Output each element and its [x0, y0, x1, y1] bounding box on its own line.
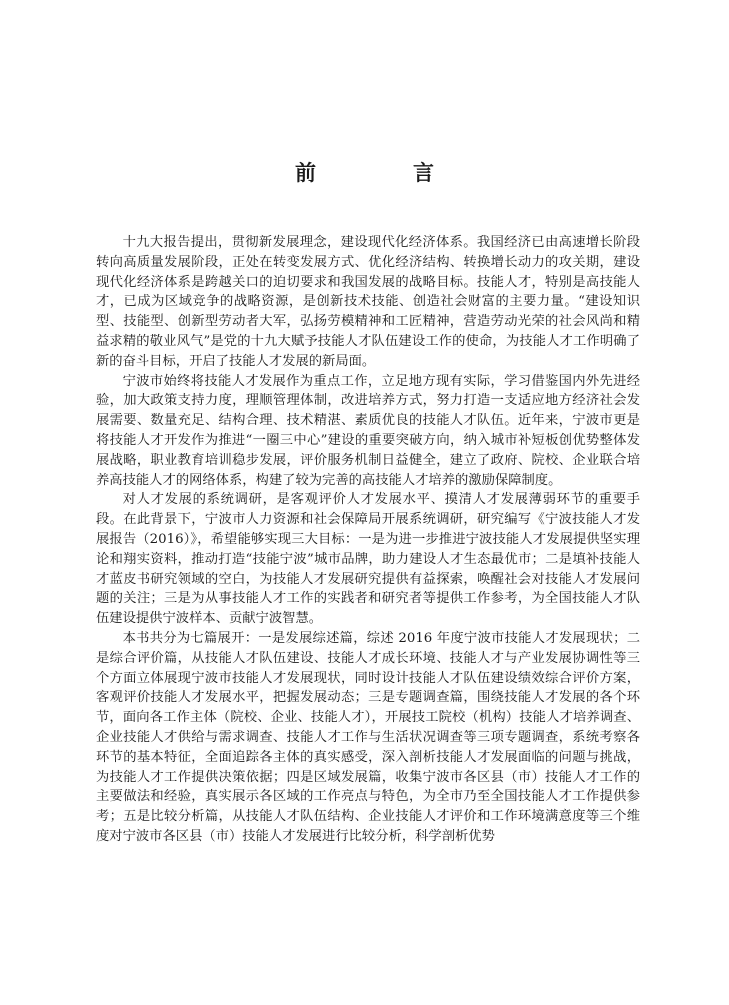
paragraph-2: 宁波市始终将技能人才发展作为重点工作，立足地方现有实际，学习借鉴国内外先进经验，加大政策支持力度，理顺管理体制，改进培养方式，努力打造一支适应地方经济社会发展需要、数量充足、结构合理、技术精湛、素质优良的技能人才队伍。近年来，宁波市更是将技能人才开发作为推进“一圈三中心”建设的重要突破方向，纳入城市补短板创优势整体发展战略，职业教育培训稳步发展，评价服务机制日益健全，建立了政府、院校、企业联合培养高技能人才的网络体系，构建了较为完善的高技能人才培养的激励保障制度。: [96, 373, 640, 488]
paragraph-4: 本书共分为七篇展开：一是发展综述篇，综述 2016 年度宁波市技能人才发展现状；二是综合评价篇，从技能人才队伍建设、技能人才成长环境、技能人才与产业发展协调性等三个方面立体展现宁波市技能人才发展现状，同时设计技能人才队伍建设绩效综合评价方案，客观评价技能人才发展水平，把握发展动态；三是专题调查篇，围绕技能人才发展的各个环节，面向各工作主体（院校、企业、技能人才），开展技工院校（机构）技能人才培养调查、企业技能人才供给与需求调查、技能人才工作与生活状况调查等三项专题调查，系统考察各环节的基本特征，全面追踪各主体的真实感受，深入剖析技能人才发展面临的问题与挑战，为技能人才工作提供决策依据；四是区域发展篇，收集宁波市各区县（市）技能人才工作的主要做法和经验，真实展示各区域的工作亮点与特色，为全市乃至全国技能人才工作提供参考；五是比较分析篇，从技能人才队伍结构、企业技能人才评价和工作环境满意度等三个维度对宁波市各区县（市）技能人才发展进行比较分析，科学剖析优势: [96, 630, 640, 844]
paragraph-3: 对人才发展的系统调研，是客观评价人才发展水平、摸清人才发展薄弱环节的重要手段。在此背景下，宁波市人力资源和社会保障局开展系统调研，研究编写《宁波技能人才发展报告（2016）》，希望能够实现三大目标：一是为进一步推进宁波技能人才发展提供坚实理论和翔实资料，推动打造“技能宁波”城市品牌，助力建设人才生态最优市；二是填补技能人才蓝皮书研究领域的空白，为技能人才发展研究提供有益探索，唤醒社会对技能人才发展问题的关注；三是为从事技能人才工作的实践者和研究者等提供工作参考，为全国技能人才队伍建设提供宁波样本、贡献宁波智慧。: [96, 492, 640, 627]
paragraph-1: 十九大报告提出，贯彻新发展理念，建设现代化经济体系。我国经济已由高速增长阶段转向高质量发展阶段，正处在转变发展方式、优化经济结构、转换增长动力的攻关期，建设现代化经济体系是跨越关口的迫切要求和我国发展的战略目标。技能人才，特别是高技能人才，已成为区域竞争的战略资源，是创新技术技能、创造社会财富的主要力量。“建设知识型、技能型、创新型劳动者大军，弘扬劳模精神和工匠精神，营造劳动光荣的社会风尚和精益求精的敬业风气”是党的十九大赋予技能人才队伍建设工作的使命，为技能人才工作明确了新的奋斗目标，开启了技能人才发展的新局面。: [96, 235, 640, 369]
preface-body: [96, 233, 640, 847]
page-title: 前 言: [295, 160, 472, 185]
